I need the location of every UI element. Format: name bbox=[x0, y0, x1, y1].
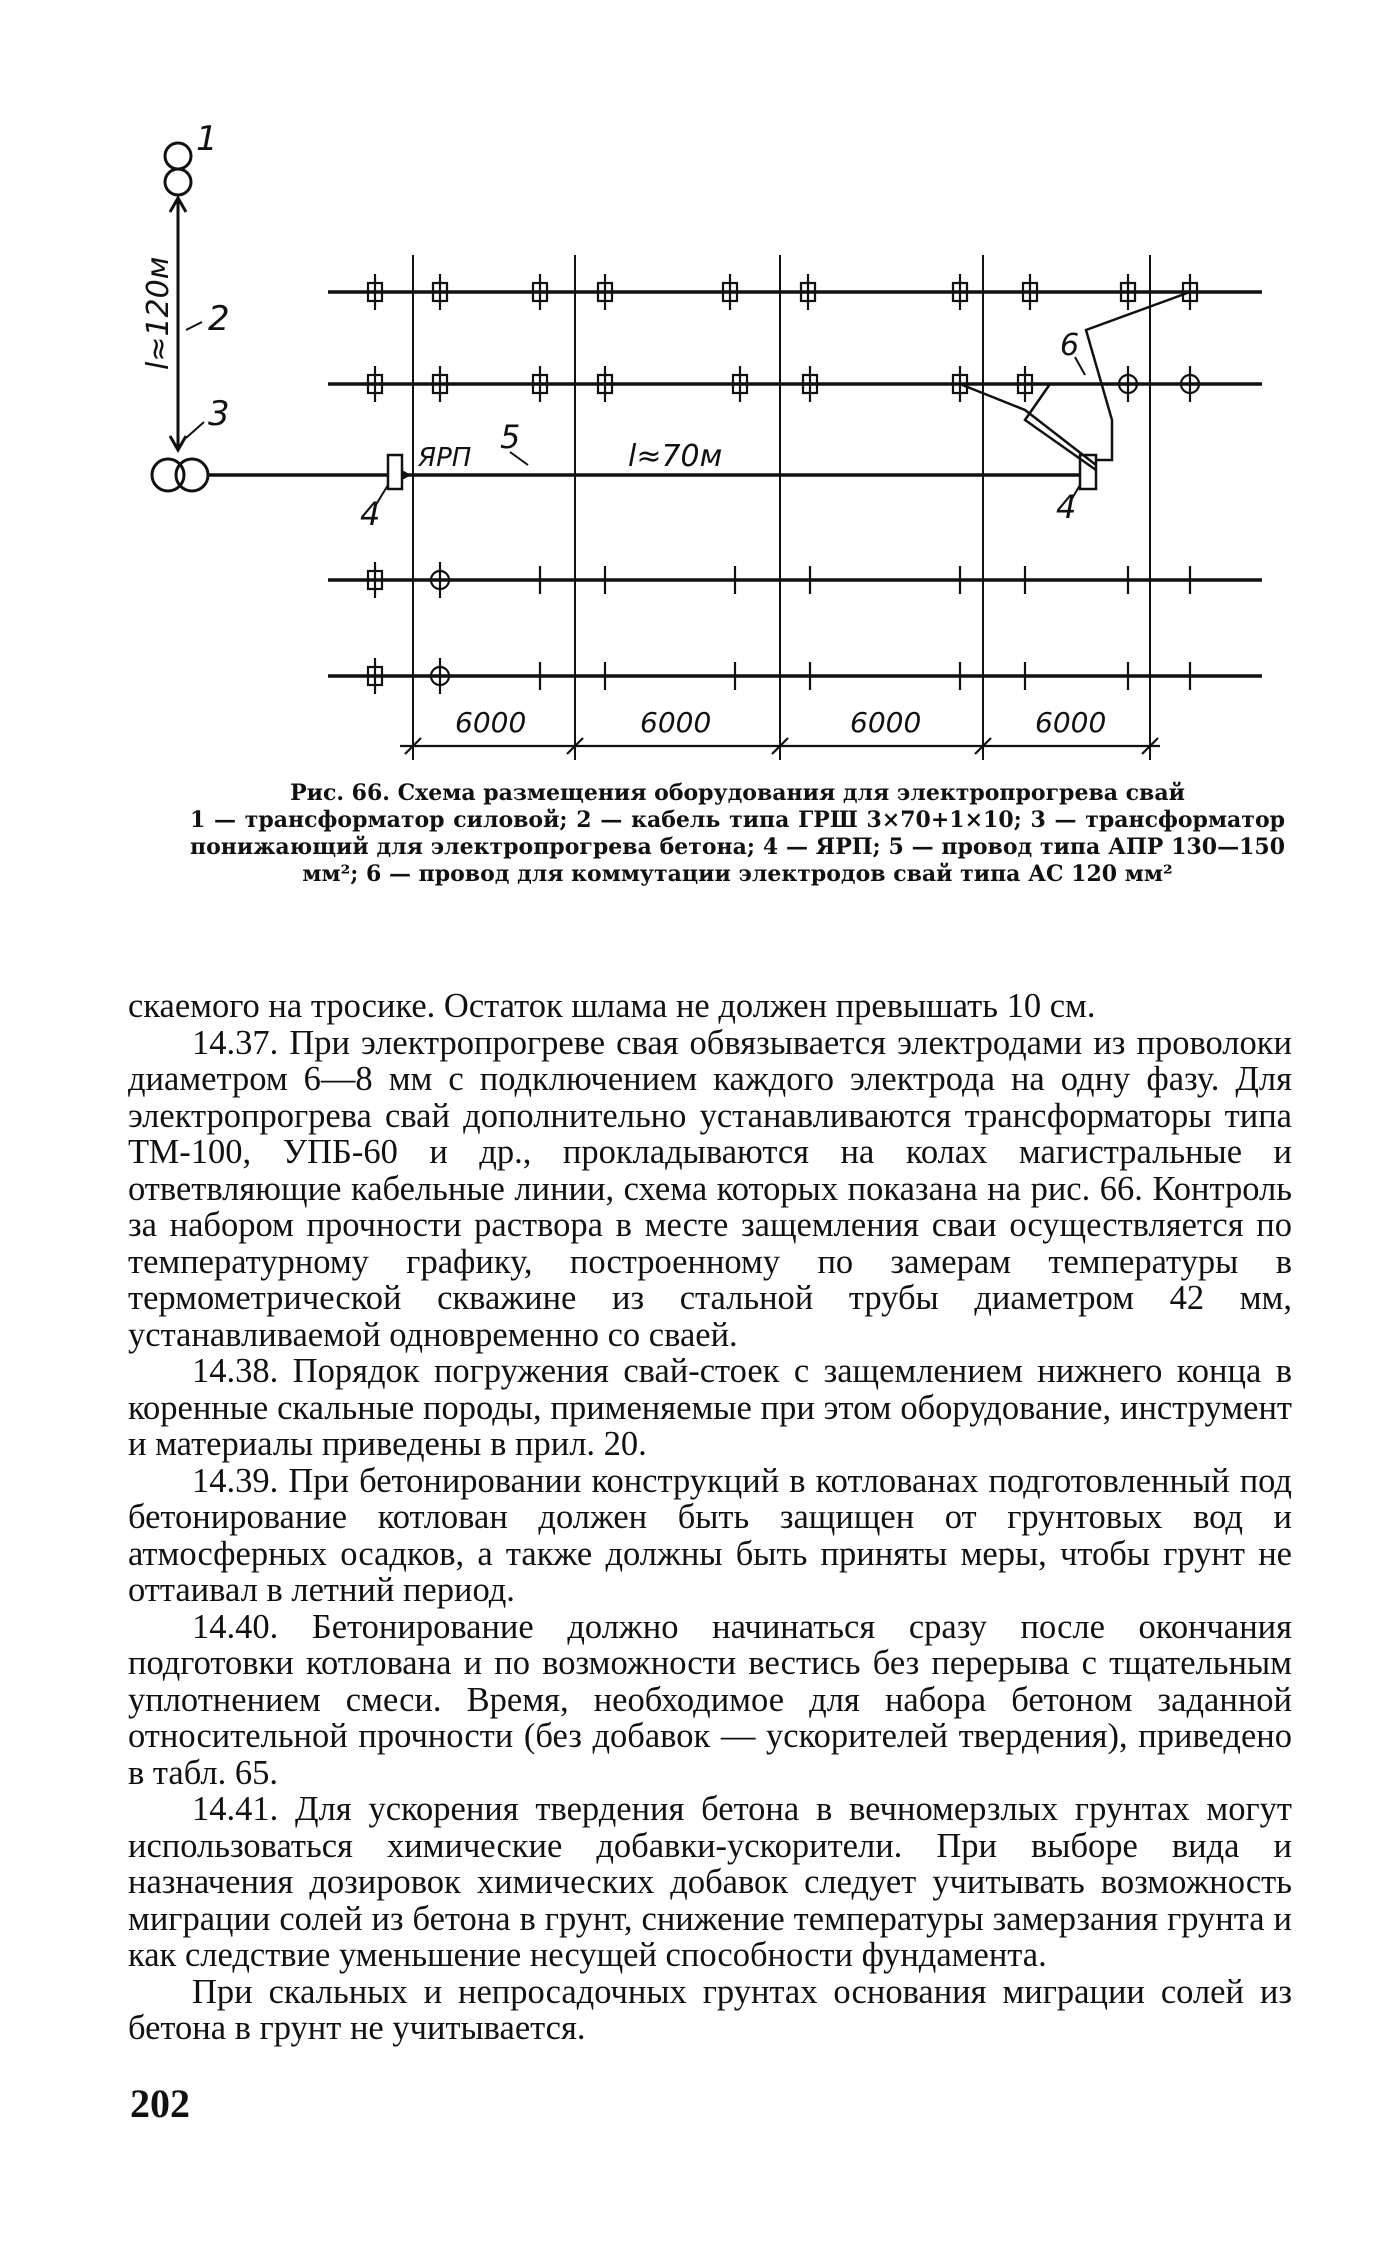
label-4-right: 4 bbox=[1056, 488, 1077, 526]
label-1: 1 bbox=[196, 119, 218, 159]
label-6: 6 bbox=[1060, 328, 1080, 363]
paragraph-14-37: 14.37. При электропрогреве свая обвязывается электродами из проволоки диаметром 6—8 мм с подключением каждого электрода на одну фазу. Для электропрогрева свай дополнительно устанавливаются трансформаторы типа ТМ-100, УПБ-60 и др., прокладываются на колах магистральные и ответвляющие кабельные линии, схема которых показана на рис. 66. Контроль за набором прочности раствора в месте защемления сваи осуществляется по температурному графику, построенному по замерам температуры в термометрической скважине из стальной трубы диаметром 42 мм, устанавливаемой одновременно со сваей. bbox=[128, 1023, 1292, 1354]
figure-caption bbox=[190, 780, 1285, 888]
yarp-box-left bbox=[388, 455, 402, 489]
figure-66-diagram bbox=[141, 119, 1290, 770]
dim-label-2: 6000 bbox=[640, 706, 712, 739]
pile-heating-scheme bbox=[141, 119, 1290, 770]
dim-label-3: 6000 bbox=[850, 706, 922, 739]
page-number: 202 bbox=[130, 2081, 190, 2126]
paragraph-14-40: 14.40. Бетонирование должно начинаться сразу после окончания подготовки котлована и по возможности вестись без перерыва с тщательным уплотнением смеси. Время, необходимое для набора бетоном заданной относительной прочности (без добавок — ускорителей твердения), приведено в табл. 65. bbox=[128, 1607, 1292, 1792]
dim-label-1: 6000 bbox=[455, 706, 527, 739]
paragraph-continued: скаемого на тросике. Остаток шлама не должен превышать 10 см. bbox=[128, 987, 1096, 1025]
paragraph-14-38: 14.38. Порядок погружения свай-стоек с защемлением нижнего конца в коренные скальные породы, применяемые при этом оборудование, инструмент и материалы приведены в прил. 20. bbox=[128, 1352, 1292, 1463]
label-2: 2 bbox=[208, 299, 230, 339]
pile-rows bbox=[328, 292, 1262, 676]
caption-legend: 1 — трансформатор силовой; 2 — кабель типа ГРШ 3×70+1×10; 3 — трансформатор понижающий для электропрогрева бетона; 4 — ЯРП; 5 — провод типа АПР 130—150 мм²; 6 — провод для коммутации электродов свай типа АС 120 мм² bbox=[190, 807, 1285, 887]
grid-axes bbox=[413, 255, 1150, 760]
label-length-vertical: l≈120м bbox=[141, 256, 176, 370]
label-yarp: ЯРП bbox=[418, 443, 472, 473]
paragraph-14-41: 14.41. Для ускорения твердения бетона в вечномерзлых грунтах могут использоваться химические добавки-ускорители. При выборе вида и назначения дозировок химических добавок следует учитывать возможность миграции солей из бетона в грунт, снижение температуры замерзания грунта и как следствие уменьшение несущей способности фундамента. bbox=[128, 1790, 1292, 1974]
label-5: 5 bbox=[500, 418, 521, 456]
transformer-1-icon bbox=[165, 143, 191, 169]
label-4-left: 4 bbox=[360, 495, 381, 533]
wire-6-lines bbox=[960, 292, 1190, 470]
paragraph-rock-soils: При скальных и непросадочных грунтах основания миграции солей из бетона в грунт не учитывается. bbox=[128, 1972, 1292, 2047]
paragraph-14-39: 14.39. При бетонировании конструкций в котлованах подготовленный под бетонирование котлован должен быть защищен от грунтовых вод и атмосферных осадков, а также должны быть приняты меры, чтобы грунт не оттаивал в летний период. bbox=[128, 1461, 1292, 1609]
body-text bbox=[128, 988, 1292, 2047]
caption-title: Рис. 66. Схема размещения оборудования для электропрогрева свай bbox=[290, 780, 1185, 806]
label-length-horizontal: l≈70м bbox=[628, 439, 723, 474]
dim-label-4: 6000 bbox=[1035, 706, 1107, 739]
label-3: 3 bbox=[208, 394, 230, 434]
